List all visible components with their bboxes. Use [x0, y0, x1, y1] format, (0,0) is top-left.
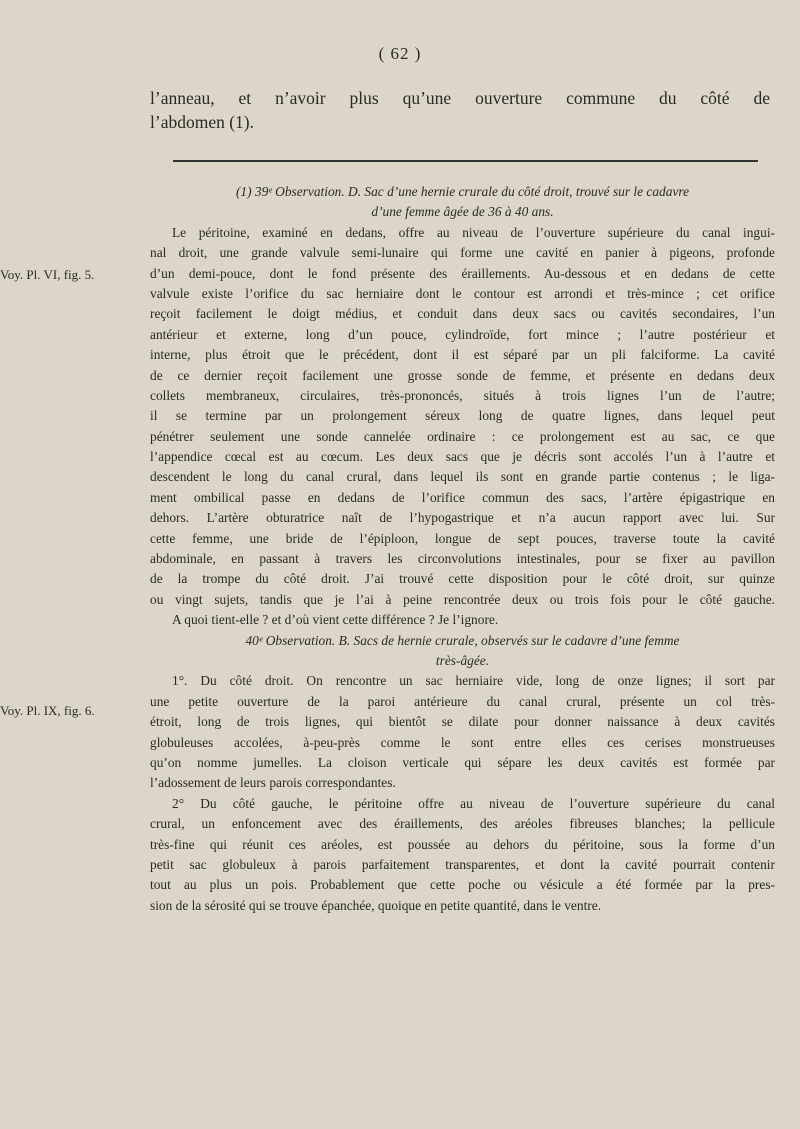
text-line: nal droit, une grande valvule semi-lunaire qui forme une cavité en panier à pigeons, profonde [150, 245, 775, 261]
page-number: ( 62 ) [378, 44, 422, 63]
note2-subheading: très-âgée. [435, 652, 490, 668]
text-line: 2° Du côté gauche, le péritoine offre au niveau de l’ouverture supérieure du canal [172, 795, 775, 811]
text-line: A quoi tient-elle ? et d’où vient cette différence ? Je l’ignore. [172, 612, 499, 628]
text-line: de ce dernier reçoit facilement une grosse sonde de femme, et présente en dedans deux [150, 367, 775, 383]
text-line: l’adossement de leurs parois correspondantes. [150, 775, 396, 791]
margin-note-plate-9: Voy. Pl. IX, fig. 6. [0, 703, 95, 718]
note1-body [150, 223, 775, 631]
text-line: d’un demi-pouce, dont le fond présente des éraillements. Au-dessous et en dedans de cette [150, 265, 775, 281]
text-line: qu’on nomme jumelles. La cloison verticale qui sépare les deux cavités est formée par [150, 754, 775, 770]
text-line: collets membraneux, circulaires, très-prononcés, situés à trois lignes l’un de l’autre; [150, 387, 775, 403]
text-line: étroit, long de trois lignes, qui bientôt se dilate pour donner naissance à deux cavités [150, 714, 775, 730]
text-line: ment ombilical passe en dedans de l’orifice commun des sacs, l’artère épigastrique en [150, 489, 775, 505]
text-line: pénétrer seulement une sonde cannelée ordinaire : ce prolongement est au sac, ce que [150, 428, 775, 444]
margin-note-plate-6: Voy. Pl. VI, fig. 5. [0, 267, 95, 282]
text-line: petit sac globuleux à parois parfaitement transparentes, et dont la cavité pourrait contenir [150, 856, 775, 872]
intro-line: l’anneau, et n’avoir plus qu’une ouverture commune du côté de [150, 88, 770, 108]
note2-body [150, 671, 775, 916]
footnote-rule [173, 160, 758, 162]
text-line: il se termine par un prolongement séreux long de quatre lignes, dans lequel peut [150, 408, 775, 424]
text-line: antérieur et externe, long d’un pouce, cylindroïde, fort mince ; l’autre postérieur et [150, 326, 775, 342]
text-line: Le péritoine, examiné en dedans, offre au niveau de l’ouverture supérieure du canal ingui- [172, 224, 775, 240]
text-line: abdominale, en passant à travers les circonvolutions intestinales, pour se fixer au pavillon [150, 551, 775, 567]
note1-heading: (1) 39ᵉ Observation. D. Sac d’une hernie crurale du côté droit, trouvé sur le cadavre [235, 184, 690, 199]
text-line: valvule existe l’orifice du sac herniaire dont le contour est arrondi et très-mince ; cet orifice [150, 285, 775, 301]
text-line: cette femme, une bride de l’épiploon, longue de sept pouces, traverse toute la cavité [150, 530, 775, 546]
text-line: de la trompe du côté droit. J’ai trouvé cette disposition pour le côté droit, sur quinze [150, 571, 775, 587]
text-line: l’appendice cœcal est au cœcum. Les deux sacs que je décris sont accolés l’un à l’autre et [150, 449, 775, 465]
intro-paragraph [150, 86, 770, 134]
text-line: ou vingt sujets, tandis que je l’ai à peine rencontrée deux ou trois fois pour le côté gauche. [150, 591, 775, 607]
text-line: une petite ouverture de la paroi antérieure du canal crural, présente un col très- [150, 693, 775, 709]
text-line: globuleuses accolées, à-peu-près comme le sont entre elles ces cerises monstrueuses [150, 734, 775, 750]
note2-heading: 40ᵉ Observation. B. Sacs de hernie crurale, observés sur le cadavre d’une femme [245, 632, 680, 648]
text-line: crural, un enfoncement avec des éraillements, des aréoles fibreuses blanches; la pellicule [150, 816, 775, 832]
text-line: très-fine qui réunit ces aréoles, est poussée au dehors du péritoine, sous la forme d’un [150, 836, 775, 852]
text-line: reçoit facilement le doigt médius, et conduit dans deux sacs ou cavités secondaires, l’un [150, 306, 775, 322]
text-line: interne, plus étroit que le précédent, dont il est séparé par un pli falciforme. La cavité [150, 347, 775, 363]
intro-line: l’abdomen (1). [150, 112, 254, 132]
text-line: tout au plus un pois. Probablement que cette poche ou vésicule a été formée par la pres- [150, 877, 775, 893]
text-line: dehors. L’artère obturatrice naît de l’hypogastrique et n’a aucun rapport avec lui. Sur [150, 510, 775, 526]
footnotes [150, 182, 775, 916]
text-line: descendent le long du canal crural, dans lequel ils sont en grande partie contenus ; le liga- [150, 469, 775, 485]
text-line: 1°. Du côté droit. On rencontre un sac herniaire vide, long de onze lignes; il sort par [172, 673, 775, 689]
note1-subheading: d’une femme âgée de 36 à 40 ans. [371, 204, 554, 220]
text-line: sion de la sérosité qui se trouve épanchée, quoique en petite quantité, dans le ventre. [150, 897, 602, 913]
